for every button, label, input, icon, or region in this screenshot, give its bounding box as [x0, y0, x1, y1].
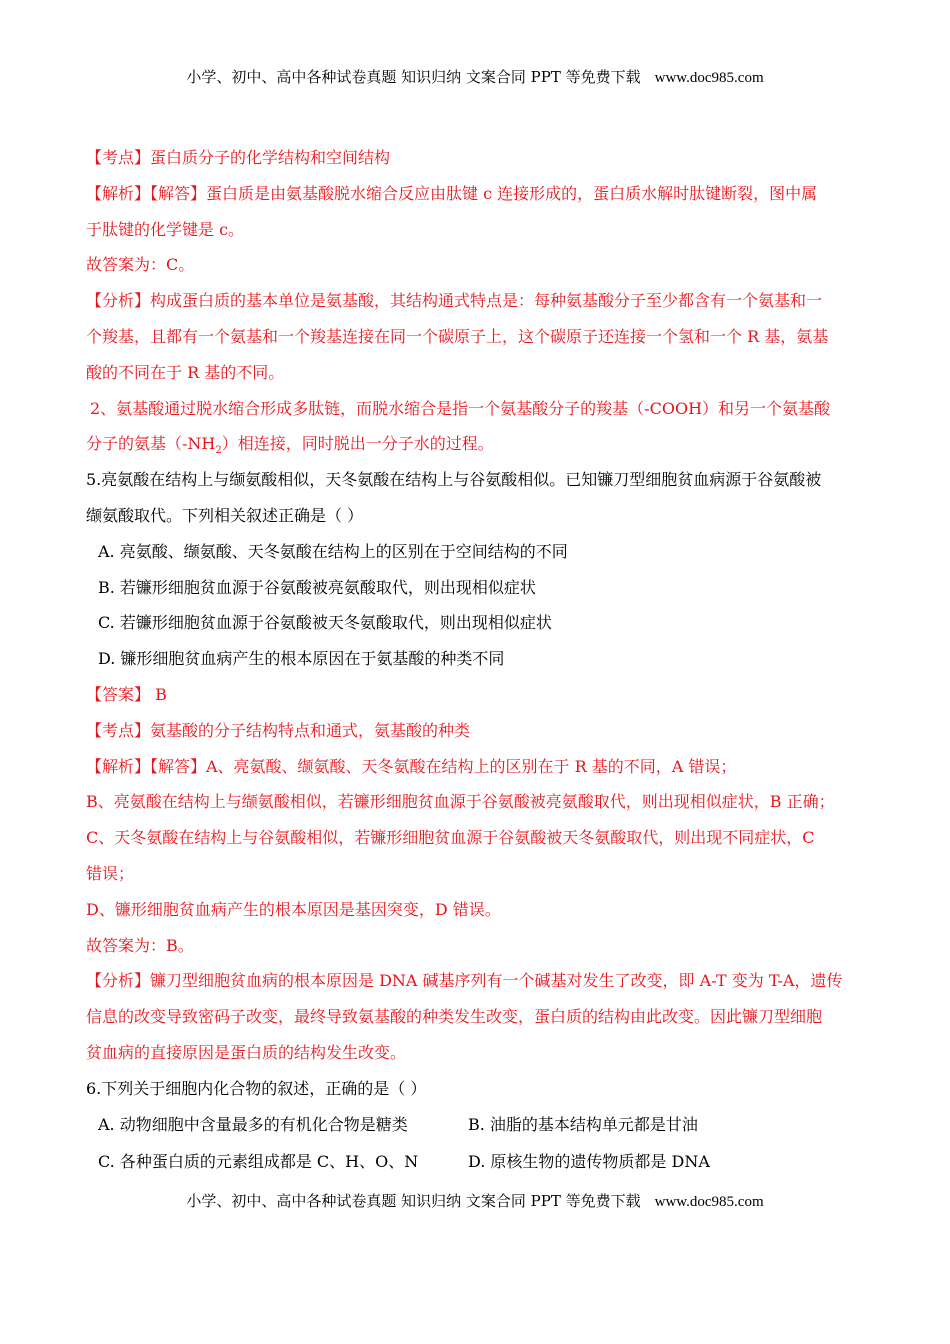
q5-fenxi-line-3: 贫血病的直接原因是蛋白质的结构发生改变。: [86, 1042, 407, 1062]
q5-jiexi-line-5: D、镰形细胞贫血病产生的根本原因是基因突变，D 错误。: [86, 899, 501, 919]
q5-stem-line-1: 5.亮氨酸在结构上与缬氨酸相似，天冬氨酸在结构上与谷氨酸相似。已知镰刀型细胞贫血病源于谷氨酸被: [86, 470, 822, 490]
q4-jiexi-line-1: 【解析】【解答】蛋白质是由氨基酸脱水缩合反应由肽键 c 连接形成的，蛋白质水解时肽键断裂，图中属: [86, 183, 818, 203]
q6-options-row-2: [86, 1144, 864, 1181]
header-site: www.doc985.com: [654, 70, 764, 86]
q6-option-a: A. 动物细胞中含量最多的有机化合物是糖类: [98, 1114, 408, 1134]
document-body: [86, 140, 864, 1181]
page-header: [0, 66, 950, 87]
q4-fenxi-line-5-post: ）相连接，同时脱出一分子水的过程。: [221, 434, 494, 454]
page-footer: [0, 1190, 950, 1211]
q6-stem: 6.下列关于细胞内化合物的叙述，正确的是（ ）: [86, 1078, 427, 1098]
q4-answer: 故答案为：C。: [86, 255, 195, 275]
footer-text: 小学、初中、高中各种试卷真题 知识归纳 文案合同 PPT 等免费下载: [186, 1192, 641, 1210]
q4-fenxi-line-5-sub: 2: [215, 445, 222, 457]
q4-fenxi-line-1: 【分析】构成蛋白质的基本单位是氨基酸，其结构通式特点是：每种氨基酸分子至少都含有一个氨基和一: [86, 291, 823, 311]
q5-fenxi-line-2: 信息的改变导致密码子改变，最终导致氨基酸的种类发生改变，蛋白质的结构由此改变。因此镰刀型细胞: [86, 1007, 823, 1027]
q4-kaodian: 【考点】蛋白质分子的化学结构和空间结构: [86, 148, 391, 167]
q5-jiexi-line-3: C、天冬氨酸在结构上与谷氨酸相似，若镰形细胞贫血源于谷氨酸被天冬氨酸取代，则出现不同症状，C: [86, 828, 815, 848]
q4-fenxi-line-2: 个羧基，且都有一个氨基和一个羧基连接在同一个碳原子上，这个碳原子还连接一个氢和一个 R 基，氨基: [86, 326, 829, 346]
q6-option-b: B. 油脂的基本结构单元都是甘油: [468, 1114, 698, 1134]
header-text: 小学、初中、高中各种试卷真题 知识归纳 文案合同 PPT 等免费下载: [186, 68, 641, 86]
q5-option-b: B. 若镰形细胞贫血源于谷氨酸被亮氨酸取代，则出现相似症状: [98, 577, 536, 597]
q6-options-row-1: [86, 1107, 864, 1144]
q4-jiexi-line-2: 于肽键的化学键是 c。: [86, 219, 245, 239]
q5-option-c: C. 若镰形细胞贫血源于谷氨酸被天冬氨酸取代，则出现相似症状: [98, 613, 552, 633]
footer-site: www.doc985.com: [654, 1194, 764, 1210]
q6-option-d: D. 原核生物的遗传物质都是 DNA: [468, 1151, 710, 1171]
q5-option-a: A. 亮氨酸、缬氨酸、天冬氨酸在结构上的区别在于空间结构的不同: [98, 541, 568, 561]
q4-fenxi-line-5-pre: 分子的氨基（-NH: [86, 434, 216, 454]
q5-option-d: D. 镰形细胞贫血病产生的根本原因在于氨基酸的种类不同: [98, 649, 505, 669]
q5-jiexi-line-2: B、亮氨酸在结构上与缬氨酸相似，若镰形细胞贫血源于谷氨酸被亮氨酸取代，则出现相似症状，B 正确；: [86, 792, 835, 812]
q5-kaodian: 【考点】氨基酸的分子结构特点和通式，氨基酸的种类: [86, 720, 471, 740]
q4-fenxi-line-5: [86, 426, 864, 462]
q4-fenxi-line-3: 酸的不同在于 R 基的不同。: [86, 362, 285, 382]
q5-answer: 故答案为：B。: [86, 935, 194, 955]
q5-jiexi-line-4: 错误；: [86, 863, 135, 883]
q4-fenxi-line-4: 2、氨基酸通过脱水缩合形成多肽链，而脱水缩合是指一个氨基酸分子的羧基（-COOH）和另一个氨基酸: [90, 398, 831, 418]
q5-daan: 【答案】 B: [86, 684, 167, 704]
q6-option-c: C. 各种蛋白质的元素组成都是 C、H、O、N: [98, 1151, 419, 1171]
q5-jiexi-line-1: 【解析】【解答】A、亮氨酸、缬氨酸、天冬氨酸在结构上的区别在于 R 基的不同，A 错误；: [86, 756, 737, 776]
q5-fenxi-line-1: 【分析】镰刀型细胞贫血病的根本原因是 DNA 碱基序列有一个碱基对发生了改变，即 A-T 变为 T-A，遗传: [86, 971, 843, 991]
q5-stem-line-2: 缬氨酸取代。下列相关叙述正确是（ ）: [86, 505, 364, 525]
